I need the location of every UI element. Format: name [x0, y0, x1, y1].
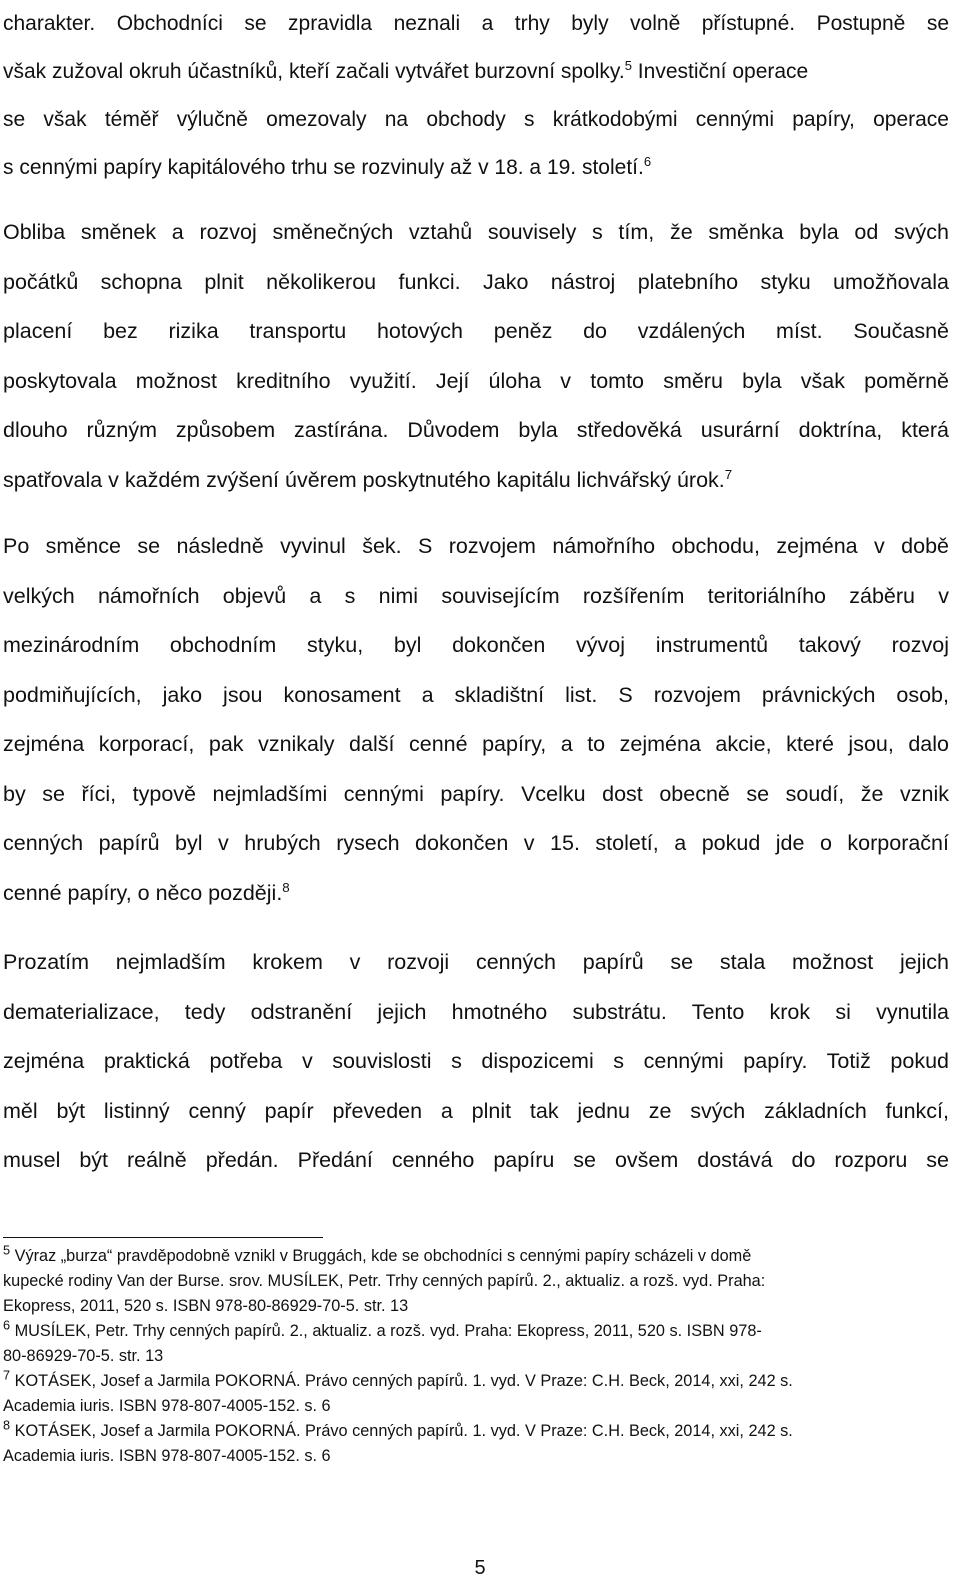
text-line: cenné papíry, o něco později.$^8$	[3, 879, 290, 905]
footnote-ref-7[interactable]: 7	[724, 466, 733, 482]
footnote-number: 8	[3, 1417, 11, 1433]
footnote-line: $^8$ KOTÁSEK, Josef a Jarmila POKORNÁ. Právo cenných papírů. 1. vyd. V Praze: C.H. Beck, 2014, xxi, 242 s.	[3, 1417, 793, 1440]
text-line: charakter. Obchodníci se zpravidla neznali a trhy byly volně přístupné. Postupně se	[3, 12, 949, 35]
footnote-line: Ekopress, 2011, 520 s. ISBN 978-80-86929-70-5. str. 13	[3, 1297, 409, 1315]
footnote-ref-6[interactable]: 6	[643, 154, 652, 169]
footnote-ref-8[interactable]: 8	[282, 879, 290, 895]
text-line: však zužoval okruh účastníků, kteří začali vytvářet burzovní spolky.$^5$ Investiční operace	[3, 58, 809, 83]
text-line: zejména praktická potřeba v souvislosti s dispozicemi s cennými papíry. Totiž pokud	[3, 1049, 949, 1073]
footnote-separator	[3, 1237, 323, 1238]
text-line: se však téměř výlučně omezovaly na obchody s krátkodobými cennými papíry, operace	[3, 108, 949, 131]
paragraph-bills-of-exchange	[3, 208, 949, 505]
text-line: by se říci, typově nejmladšími cennými papíry. Vcelku dost obecně se soudí, že vznik	[3, 781, 949, 806]
text-line: placení bez rizika transportu hotových peněz do vzdálených míst. Současně	[3, 319, 949, 343]
footnote-number: 7	[3, 1367, 11, 1383]
text-line: Obliba směnek a rozvoj směnečných vztahů souvisely s tím, že směnka byla od svých	[3, 220, 949, 244]
text-line: Po směnce se následně vyvinul šek. S rozvojem námořního obchodu, zejména v době	[3, 534, 949, 558]
footnote-line: $^7$ KOTÁSEK, Josef a Jarmila POKORNÁ. Právo cenných papírů. 1. vyd. V Praze: C.H. Beck, 2014, xxi, 242 s.	[3, 1367, 793, 1390]
footnote-5	[3, 1244, 949, 1319]
paragraph-cheque-and-shares	[3, 522, 949, 918]
text-line: velkých námořních objevů a s nimi souvisejícím rozšířením teritoriálního záběru v	[3, 583, 949, 608]
footnote-number: 6	[3, 1317, 11, 1333]
text-line: počátků schopna plnit několikerou funkci. Jako nástroj platebního styku umožňovala	[3, 269, 949, 294]
footnote-ref-5[interactable]: 5	[624, 58, 632, 73]
footnote-6	[3, 1319, 949, 1369]
text-line: měl být listinný cenný papír převeden a plnit tak jednu ze svých základních funkcí,	[3, 1098, 949, 1123]
text-line: poskytovala možnost kreditního využití. Její úloha v tomto směru byla však poměrně	[3, 368, 949, 393]
text-line: Prozatím nejmladším krokem v rozvoji cenných papírů se stala možnost jejich	[3, 950, 949, 974]
footnote-line: kupecké rodiny Van der Burse. srov. MUSÍLEK, Petr. Trhy cenných papírů. 2., aktualiz. a rozš. vyd. Praha:	[3, 1272, 766, 1290]
text-line: podmiňujících, jako jsou konosament a skladištní list. S rozvojem právnických osob,	[3, 682, 949, 707]
footnote-line: 80-86929-70-5. str. 13	[3, 1347, 164, 1365]
page-number: 5	[474, 1557, 486, 1579]
footnote-number: 5	[3, 1242, 11, 1258]
text-line: musel být reálně předán. Předání cenného papíru se ovšem dostává do rozporu se	[3, 1148, 949, 1172]
text-line: dematerializace, tedy odstranění jejich hmotného substrátu. Tento krok si vynutila	[3, 999, 949, 1024]
text-line: mezinárodním obchodním styku, byl dokončen vývoj instrumentů takový rozvoj	[3, 633, 949, 657]
footnote-line: $^6$ MUSÍLEK, Petr. Trhy cenných papírů. 2., aktualiz. a rozš. vyd. Praha: Ekopress, 2011, 520 s. ISBN 978-	[3, 1317, 762, 1340]
footnote-8	[3, 1419, 949, 1469]
text-line: s cennými papíry kapitálového trhu se rozvinuly až v 18. a 19. století.$^6$	[3, 154, 652, 179]
footnote-line: $^5$ Výraz „burza“ pravděpodobně vznikl v Bruggách, kde se obchodníci s cennými papíry scházeli v domě	[3, 1242, 752, 1265]
text-line: spatřovala v každém zvýšení úvěrem poskytnutého kapitálu lichvářský úrok.$^7$	[3, 466, 733, 492]
text-line: cenných papírů byl v hrubých rysech dokončen v 15. století, a pokud jde o korporační	[3, 831, 949, 855]
footnote-7	[3, 1369, 949, 1419]
paragraph-dematerialization	[3, 938, 949, 1186]
footnote-line: Academia iuris. ISBN 978-807-4005-152. s. 6	[3, 1397, 331, 1415]
text-line: zejména korporací, pak vznikaly další cenné papíry, a to zejména akcie, které jsou, dalo	[3, 732, 949, 756]
footnote-line: Academia iuris. ISBN 978-807-4005-152. s. 6	[3, 1447, 331, 1465]
text-line: dlouho různým způsobem zastírána. Důvodem byla středověká usurární doktrína, která	[3, 418, 949, 442]
footnotes	[3, 1244, 949, 1469]
paragraph-history-intro	[3, 0, 949, 192]
